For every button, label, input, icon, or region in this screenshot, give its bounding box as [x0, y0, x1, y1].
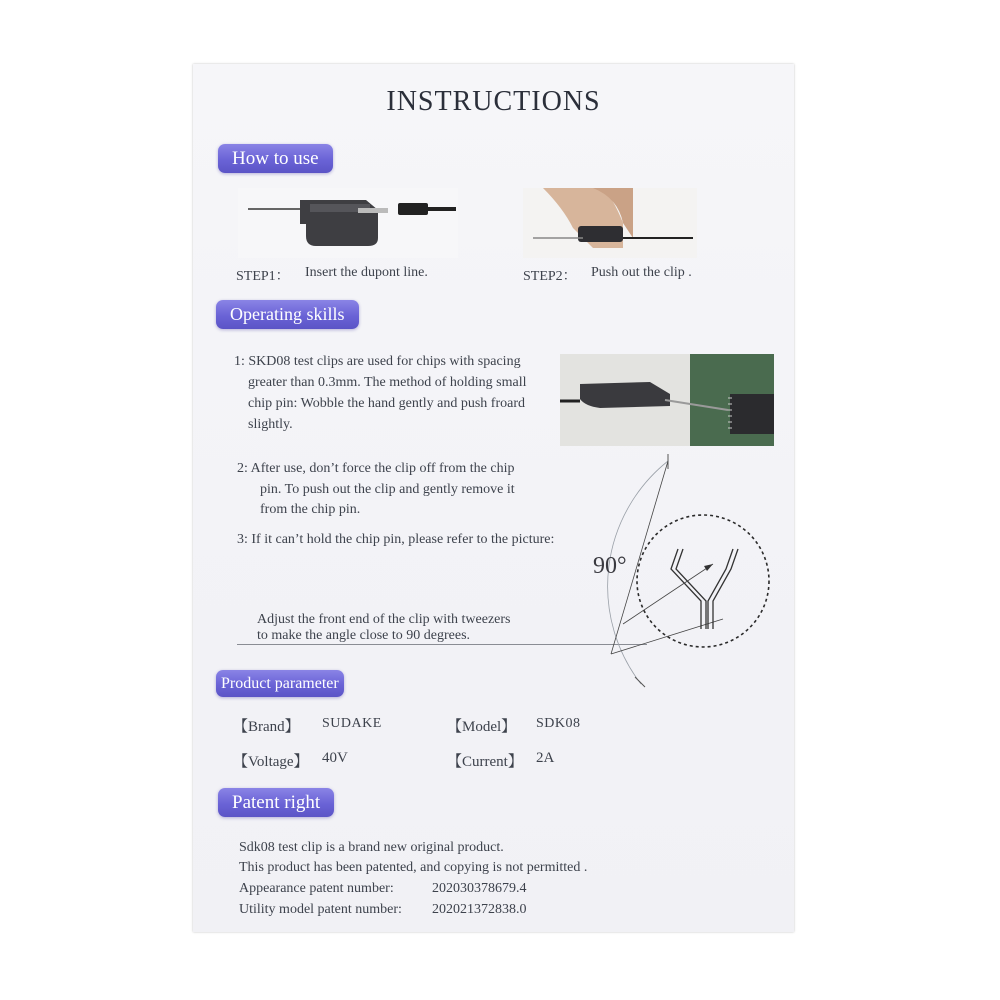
skill1-line2: greater than 0.3mm. The method of holding small	[248, 375, 527, 390]
skill1-line3: chip pin: Wobble the hand gently and push froard	[248, 396, 525, 411]
skill3-line1: 3: If it can’t hold the chip pin, please refer to the picture:	[237, 532, 555, 547]
chip-board-photo	[560, 354, 774, 446]
model-label: 【Model】	[447, 719, 517, 735]
skill2-line2: pin. To push out the clip and gently remove it	[260, 482, 515, 497]
brand-label: 【Brand】	[233, 719, 300, 735]
current-value: 2A	[536, 750, 555, 766]
skill1-line1: 1: SKD08 test clips are used for chips with spacing	[234, 354, 521, 369]
section-operating-skills: Operating skills	[216, 300, 359, 329]
adjust-line1: Adjust the front end of the clip with tweezers	[257, 612, 511, 627]
skill1-line4: slightly.	[248, 417, 293, 432]
section-how-to-use: How to use	[218, 144, 333, 173]
model-value: SDK08	[536, 716, 581, 731]
appearance-patent-number: 202030378679.4	[432, 881, 527, 896]
section-patent-right: Patent right	[218, 788, 334, 817]
patent-line2: This product has been patented, and copying is not permitted .	[239, 860, 588, 875]
adjust-line2: to make the angle close to 90 degrees.	[257, 628, 471, 643]
skill2-line1: 2: After use, don’t force the clip off from the chip	[237, 461, 515, 476]
hand-push-photo	[523, 188, 697, 258]
step1-text: Insert the dupont line.	[305, 265, 428, 280]
page-title: INSTRUCTIONS	[386, 86, 601, 117]
instruction-sheet	[193, 64, 794, 932]
dupont-clip-photo	[238, 188, 458, 258]
utility-patent-label: Utility model patent number:	[239, 902, 402, 917]
current-label: 【Current】	[447, 754, 523, 770]
brand-value: SUDAKE	[322, 716, 382, 731]
section-product-parameter: Product parameter	[216, 670, 344, 697]
angle-label: 90°	[593, 553, 627, 579]
appearance-patent-label: Appearance patent number:	[239, 881, 394, 896]
patent-line1: Sdk08 test clip is a brand new original product.	[239, 840, 504, 855]
voltage-label: 【Voltage】	[233, 754, 309, 770]
step2-text: Push out the clip .	[591, 265, 692, 280]
voltage-value: 40V	[322, 750, 348, 766]
step2-label: STEP2：	[523, 269, 577, 284]
utility-patent-number: 202021372838.0	[432, 902, 527, 917]
step1-label: STEP1：	[236, 269, 290, 284]
skill2-line3: from the chip pin.	[260, 502, 361, 517]
